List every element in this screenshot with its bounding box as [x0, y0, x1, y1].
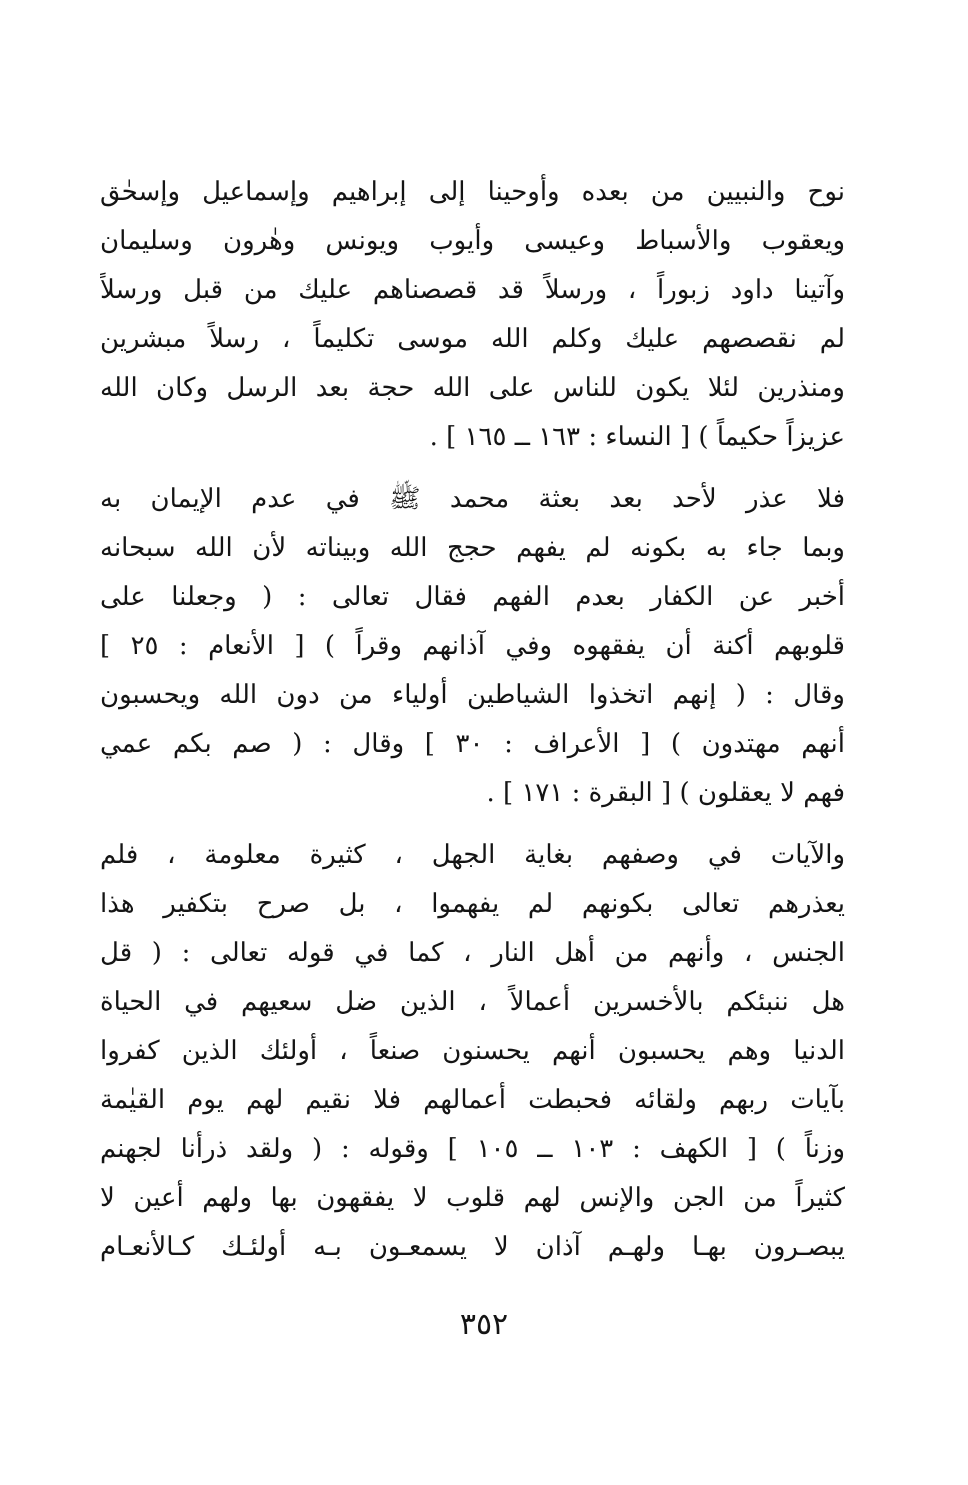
text-line: فهم لا يعقلون ) [ البقرة : ١٧١ ] . — [486, 778, 845, 808]
text-line: لم نقصصهم عليك وكلم الله موسى تكليماً ، رسلاً مبشرين — [100, 324, 845, 354]
text-line: الدنيا وهم يحسبون أنهم يحسنون صنعاً ، أولئك الذين كفروا — [100, 1036, 845, 1066]
text-line: فلا عذر لأحد بعد بعثة محمد ﷺ في عدم الإيمان به — [100, 484, 845, 514]
page-number: ٣٥٢ — [459, 1307, 509, 1342]
paragraph-2 — [100, 475, 845, 818]
text-line: نوح والنبيين من بعده وأوحينا إلى إبراهيم وإسماعيل وإسحٰق — [100, 177, 845, 207]
text-line: الجنس ، وأنهم من أهل النار ، كما في قوله تعالى : ( قل — [100, 938, 845, 968]
text-line: أنهم مهتدون ) [ الأعراف : ٣٠ ] وقال : ( صم بكم عمي — [100, 729, 845, 759]
text-line: عزيزاً حكيماً ) [ النساء : ١٦٣ ــ ١٦٥ ] . — [429, 422, 845, 452]
paragraph-gap — [100, 818, 845, 831]
text-line: والآيات في وصفهم بغاية الجهل ، كثيرة معلومة ، فلم — [100, 840, 845, 870]
text-line: كثيراً من الجن والإنس لهم قلوب لا يفقهون بها ولهم أعين لا — [100, 1183, 845, 1213]
text-line: هل ننبئكم بالأخسرين أعمالاً ، الذين ضل سعيهم في الحياة — [100, 987, 845, 1017]
text-line: يعذرهم تعالى بكونهم لم يفهموا ، بل صرح بتكفير هذا — [100, 889, 845, 919]
text-line: وبما جاء به بكونه لم يفهم حجج الله وبيناته لأن الله سبحانه — [100, 533, 845, 563]
text-line: وقال : ( إنهم اتخذوا الشياطين أولياء من دون الله ويحسبون — [100, 680, 845, 710]
text-line: ويعقوب والأسباط وعيسى وأيوب ويونس وهٰرون وسليمان — [100, 226, 845, 256]
text-line: ومنذرين لئلا يكون للناس على الله حجة بعد الرسل وكان الله — [100, 373, 845, 403]
paragraph-gap — [100, 462, 845, 475]
text-line: قلوبهم أكنة أن يفقهوه وفي آذانهم وقراً ) [ الأنعام : ٢٥ ] — [100, 631, 845, 661]
text-line: يبصـرون بهـا ولهـم آذان لا يسمعـون بـه أولئـك كـالأنعـام — [100, 1232, 845, 1262]
paragraph-1 — [100, 168, 845, 462]
body-text — [100, 168, 845, 1272]
text-line: وآتينا داود زبوراً ، ورسلاً قد قصصناهم عليك من قبل ورسلاً — [100, 275, 845, 305]
text-line: وزناً ) [ الكهف : ١٠٣ ــ ١٠٥ ] وقوله : ( ولقد ذرأنا لجهنم — [100, 1134, 845, 1164]
paragraph-3 — [100, 831, 845, 1272]
text-line: بآيات ربهم ولقائه فحبطت أعمالهم فلا نقيم لهم يوم القيٰمة — [100, 1085, 845, 1115]
text-line: أخبر عن الكفار بعدم الفهم فقال تعالى : ( وجعلنا على — [100, 582, 845, 612]
